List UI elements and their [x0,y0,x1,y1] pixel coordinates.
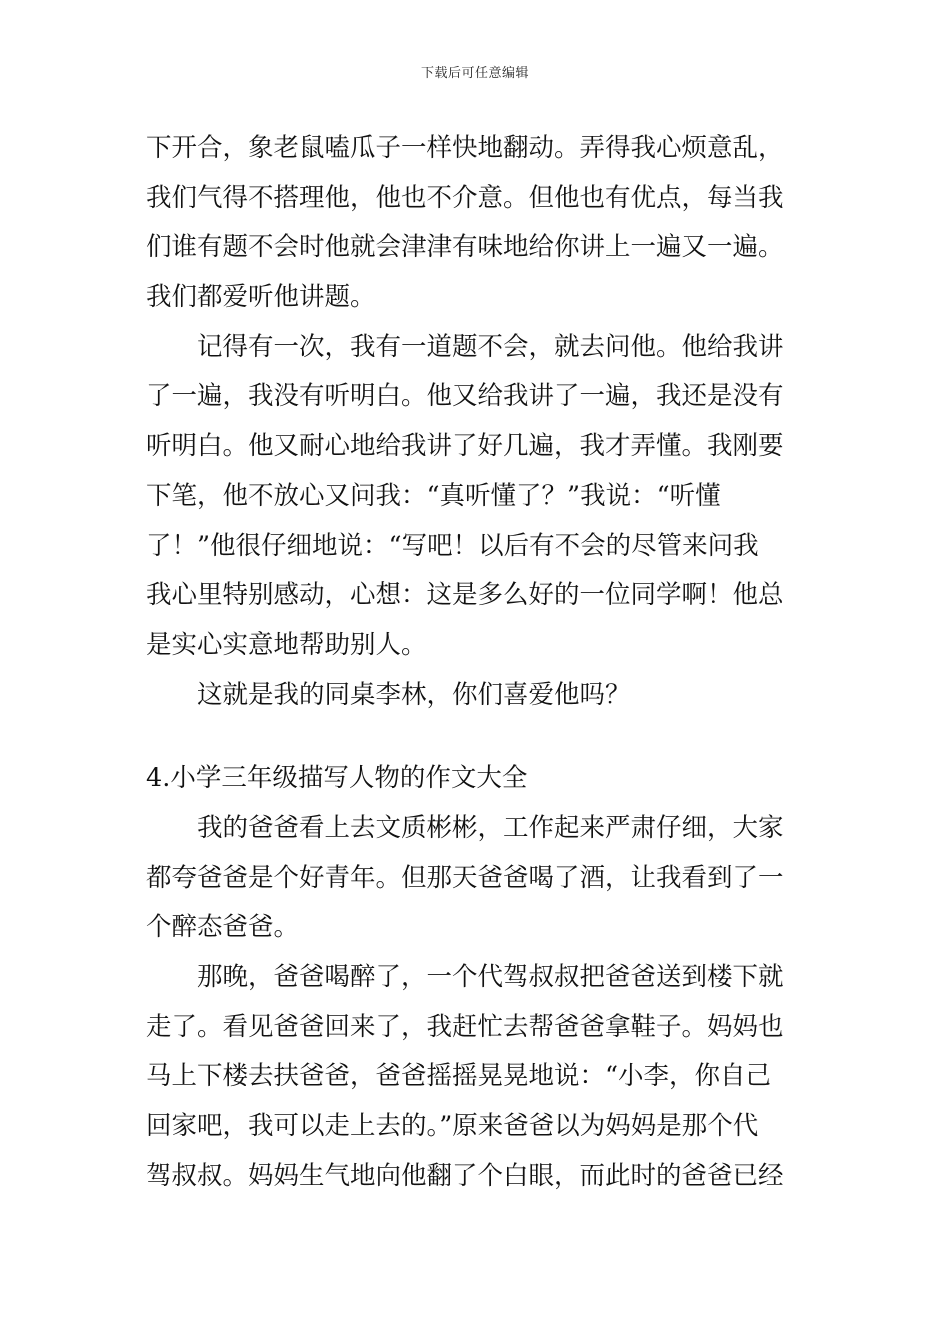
text-line: 们谁有题不会时他就会津津有味地给你讲上一遍又一遍。 [146,232,784,263]
document-body [146,124,810,1201]
paragraph-start-line: 那晚，爸爸喝醉了，一个代驾叔叔把爸爸送到楼下就 [197,962,784,992]
text-line: 听明白。他又耐心地给我讲了好几遍，我才弄懂。我刚要 [146,431,784,462]
text-line: 都夸爸爸是个好青年。但那天爸爸喝了酒，让我看到了一 [146,862,784,893]
essay-section-baba [146,754,810,1201]
text-line: 我们气得不搭理他，他也不介意。但他也有优点，每当我 [146,182,784,213]
section-heading: 4.小学三年级描写人物的作文大全 [146,763,528,794]
text-line: 我心里特别感动，心想：这是多么好的一位同学啊！他总 [146,580,784,611]
text-line: 回家吧，我可以走上去的。”原来爸爸以为妈妈是那个代 [146,1111,759,1142]
essay-section-tongzhuo [146,124,810,720]
text-line: 了！”他很仔细地说：“写吧！以后有不会的尽管来问我 [146,530,759,561]
text-line: 走了。看见爸爸回来了，我赶忙去帮爸爸拿鞋子。妈妈也 [146,1011,784,1042]
text-line: 马上下楼去扶爸爸，爸爸摇摇晃晃地说：“小李，你自己 [146,1061,772,1092]
page-header: 下载后可任意编辑 [420,66,529,81]
text-line: 我们都爱听他讲题。 [146,282,376,313]
text-line: 个醉态爸爸。 [146,912,300,943]
paragraph-start-line: 这就是我的同桌李林，你们喜爱他吗？ [197,679,631,710]
section-spacer [146,720,810,754]
text-line: 下笔，他不放心又问我：“真听懂了？”我说：“听懂 [146,480,721,511]
text-line: 了一遍，我没有听明白。他又给我讲了一遍，我还是没有 [146,381,784,412]
paragraph-start-line: 我的爸爸看上去文质彬彬，工作起来严肃仔细，大家 [197,812,784,843]
text-line: 下开合，象老鼠嗑瓜子一样快地翻动。弄得我心烦意乱， [146,133,784,163]
text-line: 驾叔叔。妈妈生气地向他翻了个白眼，而此时的爸爸已经 [146,1160,784,1191]
paragraph-start-line: 记得有一次，我有一道题不会，就去问他。他给我讲 [197,331,784,362]
text-line: 是实心实意地帮助别人。 [146,629,427,660]
